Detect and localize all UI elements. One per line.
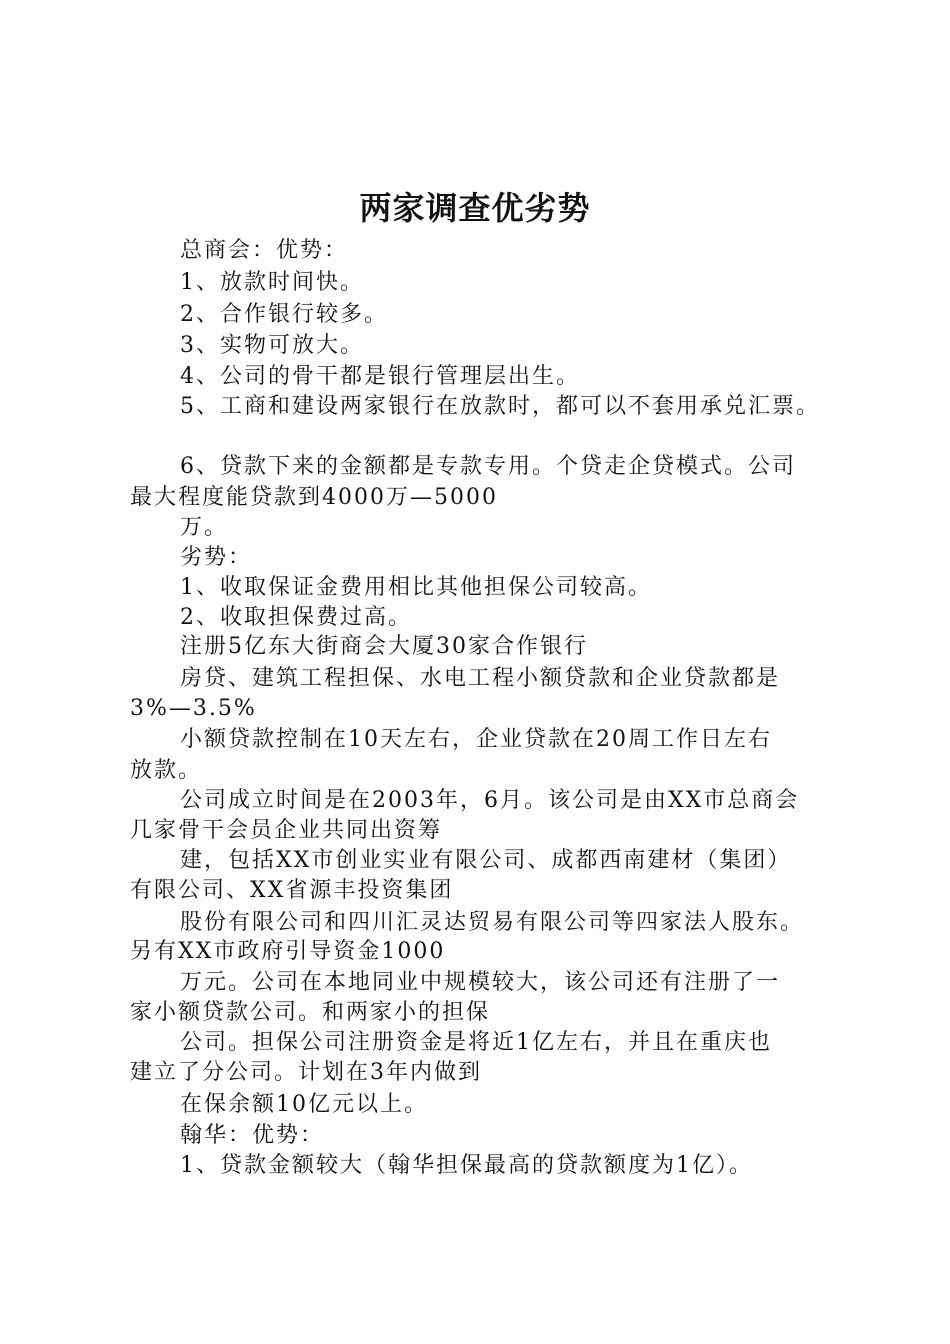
paragraph-line: 3%—3.5% xyxy=(130,696,257,721)
document-title: 两家调查优劣势 xyxy=(359,189,591,227)
paragraph-line: 建，包括XX市创业实业有限公司、成都西南建材（集团） xyxy=(180,848,792,873)
paragraph-line: 1、放款时间快。 xyxy=(180,270,364,295)
paragraph-line: 几家骨干会员企业共同出资筹 xyxy=(130,818,443,843)
paragraph-line: 6、贷款下来的金额都是专款专用。个贷走企贷模式。公司 xyxy=(180,454,796,479)
paragraph-line: 股份有限公司和四川汇灵达贸易有限公司等四家法人股东。 xyxy=(180,910,805,935)
paragraph-line: 家小额贷款公司。和两家小的担保 xyxy=(130,1000,491,1025)
paragraph-line: 建立了分公司。计划在3年内做到 xyxy=(130,1060,482,1085)
paragraph-line: 翰华：优势： xyxy=(180,1123,325,1148)
paragraph-line: 最大程度能贷款到4000万—5000 xyxy=(130,485,498,510)
paragraph-line: 3、实物可放大。 xyxy=(180,333,364,358)
paragraph-line: 1、贷款金额较大（翰华担保最高的贷款额度为1亿）。 xyxy=(180,1153,753,1178)
paragraph-line: 在保余额10亿元以上。 xyxy=(180,1092,428,1117)
paragraph-line: 劣势： xyxy=(180,545,253,570)
paragraph-line: 小额贷款控制在10天左右，企业贷款在20周工作日左右 xyxy=(180,727,772,752)
paragraph-line: 放款。 xyxy=(130,758,203,783)
paragraph-line: 2、合作银行较多。 xyxy=(180,302,388,327)
paragraph-line: 1、收取保证金费用相比其他担保公司较高。 xyxy=(180,575,652,600)
paragraph-line: 2、收取担保费过高。 xyxy=(180,605,412,630)
paragraph-line: 公司成立时间是在2003年，6月。该公司是由XX市总商会 xyxy=(180,788,800,813)
paragraph-line: 另有XX市政府引导资金1000 xyxy=(130,939,446,964)
paragraph-line: 5、工商和建设两家银行在放款时，都可以不套用承兑汇票。 xyxy=(180,394,820,419)
paragraph-line: 有限公司、XX省源丰投资集团 xyxy=(130,878,454,903)
paragraph-line: 总商会：优势： xyxy=(180,238,349,263)
paragraph-line: 注册5亿东大街商会大厦30家合作银行 xyxy=(180,634,588,659)
paragraph-line: 万。 xyxy=(180,515,229,540)
paragraph-line: 房贷、建筑工程担保、水电工程小额贷款和企业贷款都是 xyxy=(180,666,781,691)
paragraph-line: 公司。担保公司注册资金是将近1亿左右，并且在重庆也 xyxy=(180,1030,772,1055)
paragraph-line: 4、公司的骨干都是银行管理层出生。 xyxy=(180,364,580,389)
paragraph-line: 万元。公司在本地同业中规模较大，该公司还有注册了一 xyxy=(180,970,781,995)
